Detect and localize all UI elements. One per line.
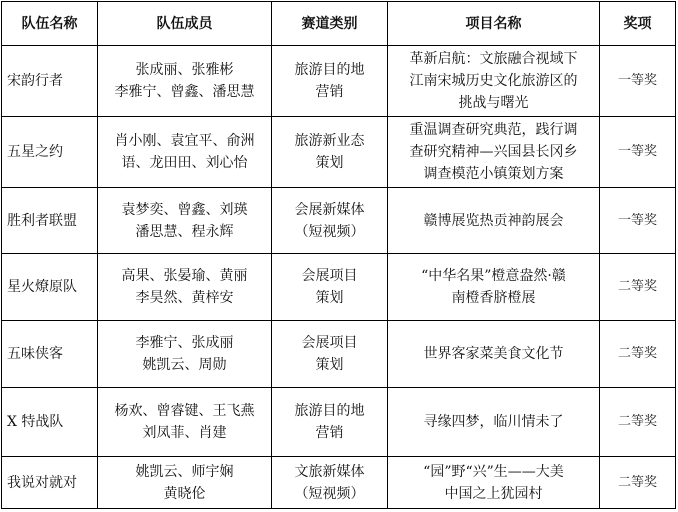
project-name-cell xyxy=(388,254,600,321)
team-members-cell xyxy=(98,188,272,254)
header-team-name: 队伍名称 xyxy=(2,2,98,46)
members-line: 李雅宁、曾鑫、潘思慧 xyxy=(114,84,255,100)
award-cell: 一等奖 xyxy=(600,46,676,117)
header-row xyxy=(2,2,676,46)
award-cell: 二等奖 xyxy=(600,321,676,388)
track-line: （短视频） xyxy=(294,223,365,240)
track-line: 会展项目 xyxy=(301,335,358,351)
award-cell: 二等奖 xyxy=(600,457,676,509)
track-category-cell xyxy=(272,46,388,117)
project-name-cell xyxy=(388,117,600,188)
table-row xyxy=(2,457,676,509)
team-name-cell: 宋韵行者 xyxy=(2,46,98,117)
track-category-cell xyxy=(272,388,388,457)
track-category-cell xyxy=(272,117,388,188)
award-cell: 一等奖 xyxy=(600,188,676,254)
members-line: 姚凯云、周勋 xyxy=(142,357,227,373)
track-category-cell xyxy=(272,321,388,388)
members-line: 高果、张晏瑜、黄丽 xyxy=(121,268,248,284)
team-name-cell: 我说对就对 xyxy=(2,457,98,509)
team-name-cell: X 特战队 xyxy=(2,388,98,457)
members-line: 李雅宁、张成丽 xyxy=(135,335,234,351)
header-project-name: 项目名称 xyxy=(388,2,600,46)
project-line: 赣博展览热贡神韵展会 xyxy=(423,212,564,229)
track-line: 会展项目 xyxy=(301,268,358,284)
members-line: 杨欢、曾睿键、王飞燕 xyxy=(114,403,255,419)
members-line: 语、龙田田、刘心怡 xyxy=(121,155,248,171)
track-line: 策划 xyxy=(315,155,344,171)
project-line: 江南宋城历史文化旅游区的 xyxy=(409,73,578,89)
track-line: 文旅新媒体 xyxy=(294,463,365,480)
track-line: 营销 xyxy=(315,84,344,100)
project-line: 南橙香脐橙展 xyxy=(451,290,536,306)
table-row xyxy=(2,188,676,254)
table-row xyxy=(2,388,676,457)
project-line: 革新启航：文旅融合视域下 xyxy=(409,51,578,67)
project-line: “中华名果”橙意盎然·赣 xyxy=(421,268,566,284)
track-category-cell xyxy=(272,254,388,321)
project-line: “园”野“兴”生——大美 xyxy=(423,463,564,480)
track-line: 策划 xyxy=(315,357,344,373)
team-name-cell: 五星之约 xyxy=(2,117,98,188)
members-line: 张成丽、张雅彬 xyxy=(135,62,234,78)
table-row xyxy=(2,117,676,188)
project-name-cell xyxy=(388,457,600,509)
project-line: 查研究精神—兴国县长冈乡 xyxy=(409,144,578,160)
track-line: 策划 xyxy=(315,290,344,306)
award-cell: 一等奖 xyxy=(600,117,676,188)
project-line: 世界客家菜美食文化节 xyxy=(423,346,564,362)
track-category-cell xyxy=(272,457,388,509)
team-name-cell: 星火燎原队 xyxy=(2,254,98,321)
table-row xyxy=(2,321,676,388)
project-name-cell xyxy=(388,388,600,457)
team-members-cell xyxy=(98,388,272,457)
members-line: 潘思慧、程永辉 xyxy=(135,223,234,240)
project-line: 寻缘四梦，临川情未了 xyxy=(423,414,564,430)
team-members-cell xyxy=(98,46,272,117)
project-line: 挑战与曙光 xyxy=(458,95,529,111)
members-line: 刘凤菲、肖建 xyxy=(142,425,227,441)
award-cell: 二等奖 xyxy=(600,254,676,321)
track-line: 旅游目的地 xyxy=(294,403,365,419)
award-cell: 二等奖 xyxy=(600,388,676,457)
header-award: 奖项 xyxy=(600,2,676,46)
members-line: 肖小刚、袁宜平、俞洲 xyxy=(114,133,255,149)
project-name-cell xyxy=(388,188,600,254)
track-category-cell xyxy=(272,188,388,254)
table-row xyxy=(2,254,676,321)
track-line: 营销 xyxy=(315,425,344,441)
track-line: （短视频） xyxy=(294,485,365,502)
project-line: 中国之上犹园村 xyxy=(444,485,543,502)
track-line: 会展新媒体 xyxy=(294,201,365,218)
team-name-cell: 胜利者联盟 xyxy=(2,188,98,254)
header-team-members: 队伍成员 xyxy=(98,2,272,46)
track-line: 旅游目的地 xyxy=(294,62,365,78)
table-row xyxy=(2,46,676,117)
project-line: 调查模范小镇策划方案 xyxy=(423,166,564,182)
team-name-cell: 五味侠客 xyxy=(2,321,98,388)
team-members-cell xyxy=(98,457,272,509)
header-track-category: 赛道类别 xyxy=(272,2,388,46)
team-members-cell xyxy=(98,117,272,188)
awards-table xyxy=(1,1,676,509)
track-line: 旅游新业态 xyxy=(294,133,365,149)
members-line: 黄晓伦 xyxy=(163,485,206,502)
project-name-cell xyxy=(388,46,600,117)
team-members-cell xyxy=(98,321,272,388)
members-line: 李昊然、黄梓安 xyxy=(135,290,234,306)
team-members-cell xyxy=(98,254,272,321)
members-line: 袁梦奕、曾鑫、刘瑛 xyxy=(121,201,248,218)
members-line: 姚凯云、师宇娴 xyxy=(135,463,234,480)
project-line: 重温调查研究典范，践行调 xyxy=(409,122,578,138)
project-name-cell xyxy=(388,321,600,388)
